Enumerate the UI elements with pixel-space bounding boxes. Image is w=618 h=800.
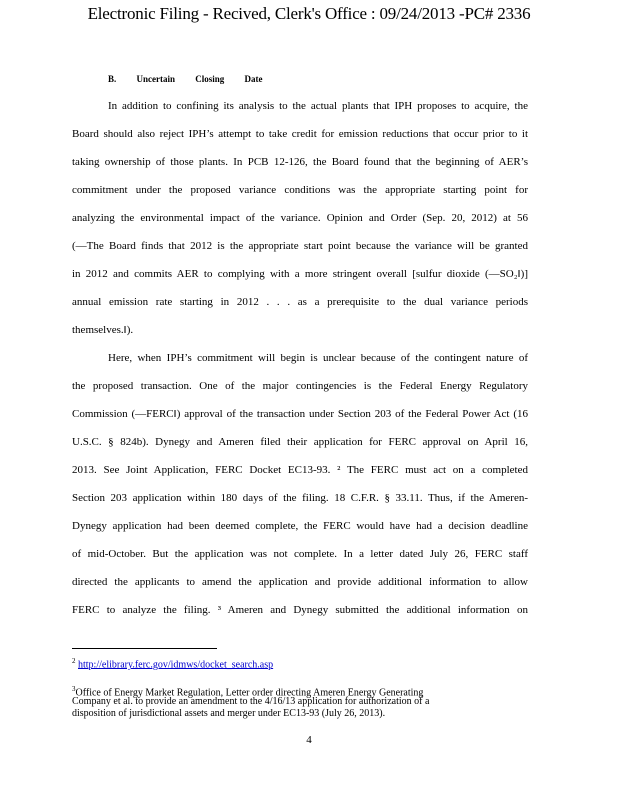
body-line: analyzing the environmental impact of the variance. Opinion and Order (Sep. 20, 2012) at 56 [72, 212, 528, 224]
body-line: Here, when IPH’s commitment will begin is unclear because of the contingent nature of [108, 352, 528, 364]
footnote-2 [72, 656, 273, 670]
body-line: Section 203 application within 180 days of the filing. 18 C.F.R. § 33.11. Thus, if the Ameren- [72, 492, 528, 504]
body-line: Dynegy application had been deemed complete, the FERC would have had a decision deadline [72, 520, 528, 532]
body-line: U.S.C. § 824b). Dynegy and Ameren filed their application for FERC approval on April 16, [72, 436, 528, 448]
footnote-link[interactable]: http://elibrary.ferc.gov/idmws/docket_search.asp [78, 659, 274, 671]
body-line: annual emission rate starting in 2012 . . . as a prerequisite to the dual variance periods [72, 296, 528, 308]
body-line: the proposed transaction. One of the major contingencies is the Federal Energy Regulatory [72, 380, 528, 392]
body-line: taking ownership of those plants. In PCB 12-126, the Board found that the beginning of AER’s [72, 156, 528, 168]
body-line: of mid-October. But the application was not complete. In a letter dated July 26, FERC staff [72, 548, 528, 560]
footnote-text-line: disposition of jurisdictional assets and merger under EC13-93 (July 26, 2013). [72, 708, 386, 719]
footnote-text: Office of Energy Market Regulation, Letter order directing Ameren Energy Generating [75, 687, 424, 699]
filing-stamp-header: Electronic Filing - Recived, Clerk's Office : 09/24/2013 -PC# 2336 [87, 4, 531, 23]
body-line: commitment under the proposed variance conditions was the appropriate starting point for [72, 184, 528, 196]
section-heading: B. Uncertain Closing Date [108, 74, 263, 84]
body-line: FERC to analyze the filing. ³ Ameren and Dynegy submitted the additional information on [72, 604, 528, 616]
footnote-marker: 3 [72, 685, 76, 693]
body-line: In addition to confining its analysis to the actual plants that IPH proposes to acquire, the [108, 100, 528, 112]
body-line: directed the applicants to amend the application and provide additional information to allow [72, 576, 528, 588]
body-line: (—The Board finds that 2012 is the appropriate start point because the variance will be granted [72, 240, 528, 252]
footnote-marker: 2 [72, 657, 76, 665]
body-line: Board should also reject IPH’s attempt to take credit for emission reductions that occur prior to it [72, 128, 528, 140]
body-line: Commission (—FERC‖) approval of the transaction under Section 203 of the Federal Power Act (16 [72, 408, 528, 420]
body-line: in 2012 and commits AER to complying with a more stringent overall [sulfur dioxide (—SO₂‖)] [72, 268, 528, 280]
footnote-divider [72, 648, 217, 649]
body-line: themselves.‖). [72, 324, 134, 336]
footnote-text-line: Company et al. to provide an amendment to the 4/16/13 application for authorization of a [72, 696, 430, 707]
page-number: 4 [306, 734, 312, 746]
body-line: 2013. See Joint Application, FERC Docket EC13-93. ² The FERC must act on a completed [72, 464, 528, 476]
